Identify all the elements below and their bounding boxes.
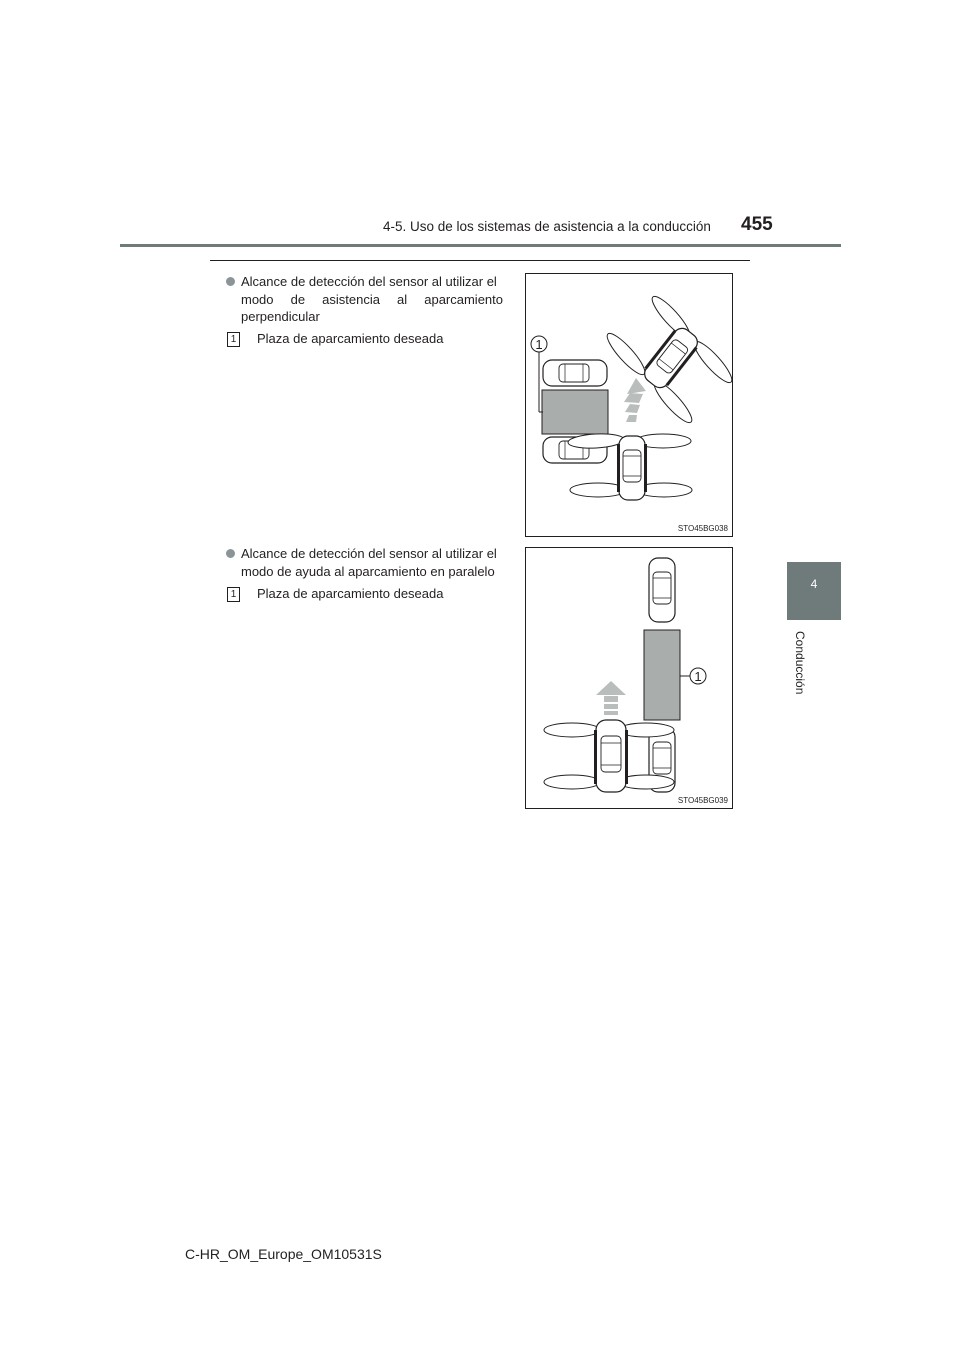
chapter-name — [764, 631, 864, 731]
bullet-item-parallel — [226, 545, 503, 580]
figure-label: 1 — [694, 669, 702, 684]
page-number: 455 — [741, 214, 773, 235]
ego-car-top — [639, 324, 702, 393]
bullet-text-line1: Alcance de detección del sensor al utilizar el — [241, 546, 497, 561]
target-parking-space — [644, 630, 680, 720]
figure-code: STO45BG039 — [677, 796, 728, 805]
parked-car-top — [649, 558, 675, 622]
arrow-up-icon — [596, 681, 626, 715]
callout-parking-space — [227, 331, 443, 347]
perpendicular-parking-illustration — [526, 274, 732, 536]
figure-perpendicular-parking — [525, 273, 733, 537]
bullet-text-rest: modo de asistencia al aparcamiento perpendicular — [241, 291, 503, 324]
parked-car-top — [543, 360, 607, 386]
bullet-item-perpendicular — [226, 273, 503, 326]
section-title: 4-5. Uso de los sistemas de asistencia a la conducción — [383, 219, 711, 234]
header-rule — [120, 244, 841, 247]
item-rule — [210, 260, 750, 261]
callout-number: 1 — [227, 587, 240, 602]
bullet-dot-icon — [226, 549, 235, 558]
chapter-number: 4 — [810, 577, 818, 591]
bullet-dot-icon — [226, 277, 235, 286]
ego-car — [594, 720, 628, 792]
figure-label: 1 — [535, 337, 543, 352]
footer-document-code: C-HR_OM_Europe_OM10531S — [185, 1246, 382, 1262]
callout-number: 1 — [227, 332, 240, 347]
chapter-tab — [787, 562, 841, 620]
chapter-name-text: Conducción — [793, 631, 807, 695]
bullet-text-rest: modo de ayuda al aparcamiento en paralelo — [241, 563, 495, 579]
callout-parking-space — [227, 586, 443, 602]
figure-code: STO45BG038 — [677, 524, 728, 533]
bullet-text-line1: Alcance de detección del sensor al utilizar el — [241, 274, 497, 289]
callout-text: Plaza de aparcamiento deseada — [257, 586, 444, 601]
callout-text: Plaza de aparcamiento deseada — [257, 331, 444, 346]
curved-arrow-icon — [624, 378, 646, 422]
parallel-parking-illustration — [526, 548, 732, 808]
figure-parallel-parking — [525, 547, 733, 809]
ego-car-bottom — [617, 436, 647, 500]
target-parking-space — [542, 390, 608, 434]
